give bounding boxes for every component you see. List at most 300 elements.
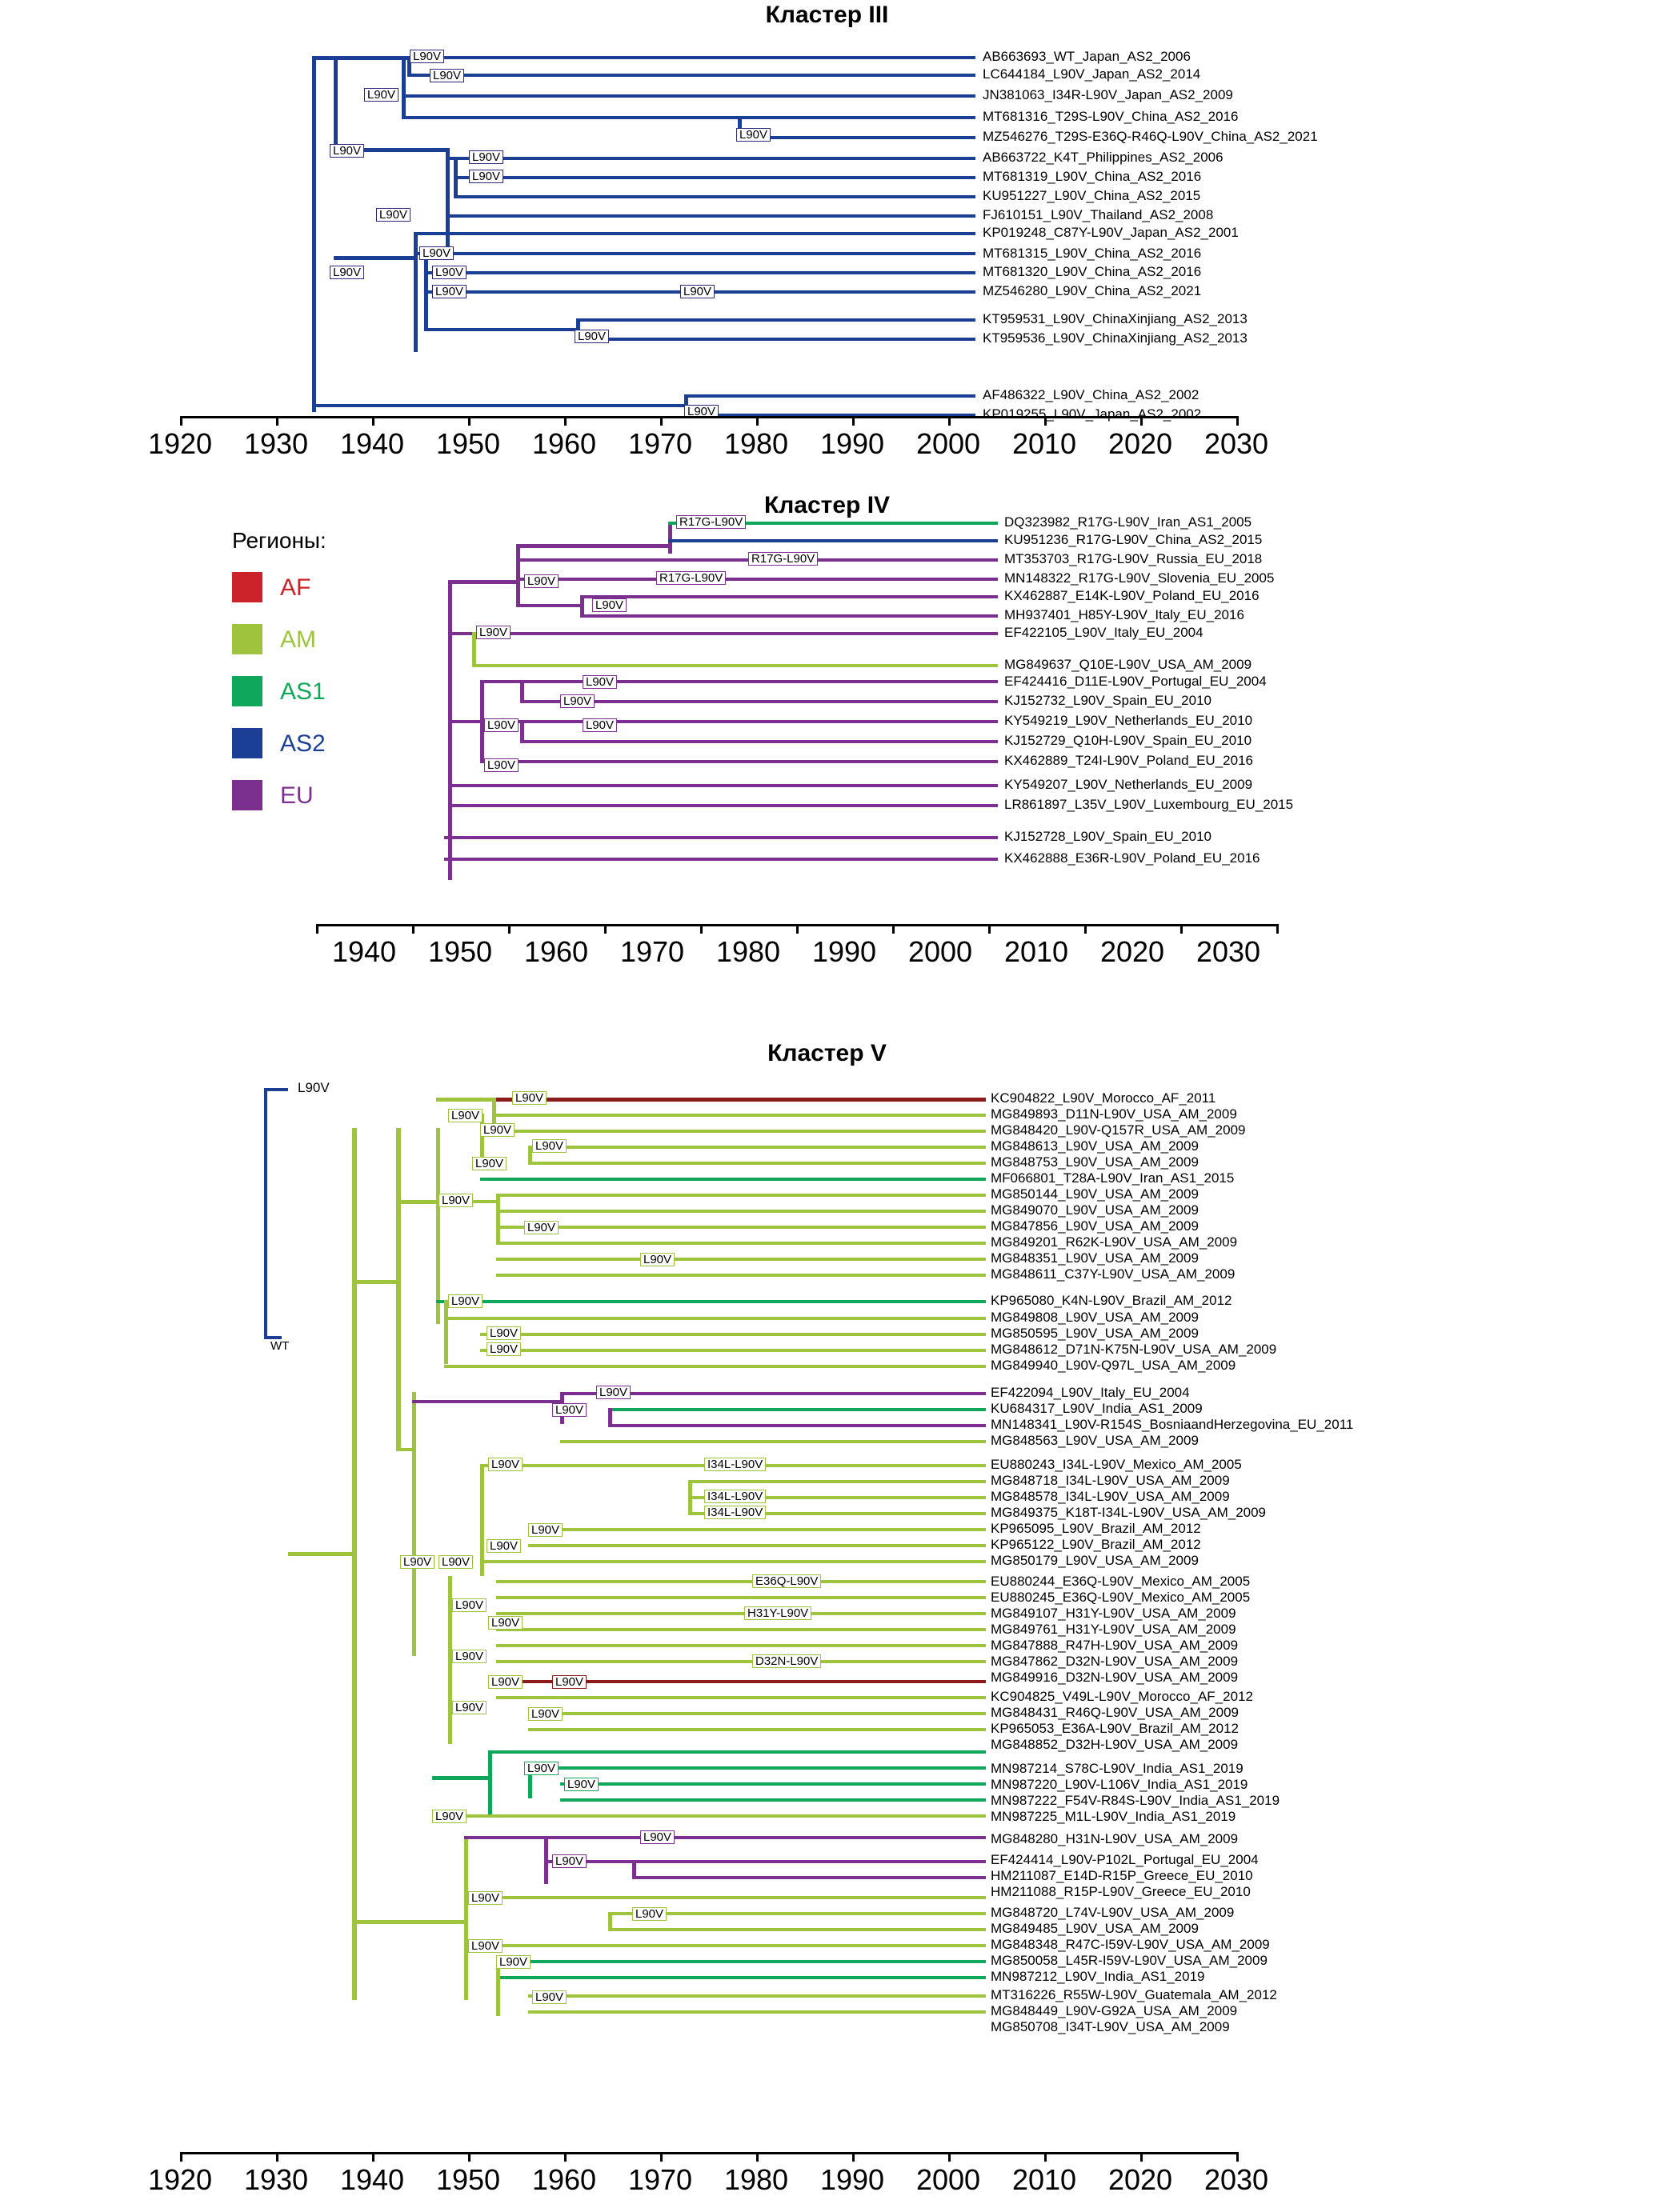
node-label: H31Y-L90V [744, 1606, 811, 1620]
tip-label: AB663722_K4T_Philippines_AS2_2006 [983, 150, 1223, 165]
branch [444, 1300, 448, 1364]
branch [488, 1750, 492, 1814]
branch [424, 252, 975, 255]
branch [492, 1114, 986, 1117]
tree-cluster-5 [0, 1080, 1654, 2112]
node-label: L90V [532, 1139, 567, 1153]
tip-label: MG848431_R46Q-L90V_USA_AM_2009 [991, 1705, 1239, 1720]
branch [334, 56, 402, 60]
branch [472, 632, 998, 635]
tip-label: MG849940_L90V-Q97L_USA_AM_2009 [991, 1358, 1236, 1373]
tip-label: EF424416_D11E-L90V_Portugal_EU_2004 [1004, 674, 1267, 689]
branch [684, 394, 975, 398]
tip-label: EF422094_L90V_Italy_EU_2004 [991, 1385, 1190, 1400]
branch [738, 116, 975, 119]
axis-tick [372, 416, 374, 426]
branch [448, 580, 452, 672]
branch [352, 1280, 396, 1284]
tip-label: MG849761_H31Y-L90V_USA_AM_2009 [991, 1622, 1236, 1637]
node-label: L90V [484, 718, 519, 732]
branch [424, 271, 975, 274]
branch [446, 214, 975, 218]
branch [608, 1912, 612, 1928]
branch [480, 680, 520, 683]
axis-tick-label: 1980 [715, 935, 781, 968]
tip-label: MG848852_D32H-L90V_USA_AM_2009 [991, 1737, 1239, 1752]
node-label-wt: WT [270, 1339, 290, 1353]
axis-tick-label: 1950 [427, 935, 493, 968]
axis-tick-label: 1980 [723, 2163, 789, 2196]
branch [446, 148, 450, 256]
branch [528, 1766, 986, 1770]
branch [492, 1098, 986, 1102]
tip-label: MN987220_L90V-L106V_India_AS1_2019 [991, 1777, 1248, 1792]
branch [448, 720, 480, 723]
axis-tick [660, 416, 663, 426]
tip-label: HM211088_R15P-L90V_Greece_EU_2010 [991, 1884, 1251, 1899]
tree-cluster-4 [0, 514, 1654, 866]
branch [312, 56, 316, 412]
axis-tick [564, 416, 567, 426]
branch [496, 1580, 986, 1583]
axis-tick [1140, 416, 1143, 426]
tip-label: MG849893_D11N-L90V_USA_AM_2009 [991, 1106, 1237, 1122]
node-label: L90V [583, 718, 617, 732]
branch [576, 318, 975, 322]
axis-tick-label: 1970 [627, 427, 693, 460]
branch [444, 858, 998, 861]
branch [480, 760, 998, 763]
branch [560, 1782, 986, 1786]
tip-label: MG850595_L90V_USA_AM_2009 [991, 1326, 1199, 1341]
branch [560, 1798, 986, 1802]
tip-label: KP965122_L90V_Brazil_AM_2012 [991, 1537, 1201, 1552]
tip-label: MG849637_Q10E-L90V_USA_AM_2009 [1004, 657, 1252, 672]
tip-label: KP965095_L90V_Brazil_AM_2012 [991, 1521, 1201, 1536]
tip-label: KT959531_L90V_ChinaXinjiang_AS2_2013 [983, 311, 1248, 326]
tip-label: EU880245_E36Q-L90V_Mexico_AM_2005 [991, 1590, 1251, 1605]
tip-label: MG848563_L90V_USA_AM_2009 [991, 1433, 1199, 1448]
node-label: L90V [528, 1707, 563, 1721]
axis-tick [1236, 2152, 1239, 2162]
node-label: L90V [560, 694, 595, 708]
tip-label: MG849808_L90V_USA_AM_2009 [991, 1310, 1199, 1325]
branch [580, 595, 998, 598]
tip-label: MG848718_I34L-L90V_USA_AM_2009 [991, 1473, 1230, 1488]
node-label: L90V [432, 266, 467, 279]
node-label: L90V [524, 1762, 559, 1775]
axis-tick [1044, 416, 1047, 426]
tip-label: KX462887_E14K-L90V_Poland_EU_2016 [1004, 588, 1260, 603]
branch [576, 338, 975, 341]
tip-label: MG848753_L90V_USA_AM_2009 [991, 1154, 1199, 1170]
axis-tick [852, 416, 855, 426]
tip-label: MG847862_D32N-L90V_USA_AM_2009 [991, 1654, 1239, 1669]
axis-tick-label: 1990 [811, 935, 877, 968]
branch [688, 1480, 692, 1512]
branch [520, 740, 998, 743]
node-label: L90V [452, 1701, 487, 1714]
tip-label: KU684317_L90V_India_AS1_2009 [991, 1401, 1203, 1416]
node-label: L90V [640, 1253, 675, 1266]
branch [552, 1680, 986, 1683]
axis-tick [756, 2152, 759, 2162]
node-label: L90V [564, 1778, 599, 1791]
axis-tick-label: 1920 [147, 427, 213, 460]
branch [496, 1960, 986, 1963]
branch [436, 1300, 986, 1303]
axis-tick [1084, 924, 1087, 934]
tip-label: EF422105_L90V_Italy_EU_2004 [1004, 625, 1203, 640]
axis-tick-label: 1980 [723, 427, 789, 460]
branch [444, 836, 998, 839]
branch [407, 74, 975, 77]
axis-tick [468, 2152, 471, 2162]
node-label: I34L-L90V [704, 1458, 766, 1471]
node-label: L90V [469, 150, 503, 164]
tip-label: MG847856_L90V_USA_AM_2009 [991, 1218, 1199, 1234]
tip-label: AF486322_L90V_China_AS2_2002 [983, 387, 1199, 402]
node-label: E36Q-L90V [752, 1574, 821, 1588]
branch [516, 604, 580, 607]
branch [454, 176, 975, 179]
axis-tick-label: 1990 [819, 2163, 885, 2196]
node-label: L90V [452, 1598, 487, 1612]
axis-tick-label: 2020 [1107, 427, 1173, 460]
branch [528, 2010, 986, 2014]
branch [528, 1728, 986, 1731]
node-label: L90V [488, 1616, 523, 1630]
tip-label: MN987214_S78C-L90V_India_AS1_2019 [991, 1761, 1244, 1776]
node-label: L90V [452, 1650, 487, 1663]
axis-tick-label: 1950 [435, 2163, 501, 2196]
branch [496, 1596, 986, 1599]
branch [448, 804, 998, 807]
axis-tick-label: 2030 [1195, 935, 1261, 968]
axis-tick-label: 1990 [819, 427, 885, 460]
node-label: L90V [448, 1109, 483, 1122]
tip-label: MF066801_T28A-L90V_Iran_AS1_2015 [991, 1170, 1235, 1186]
tip-label: KJ152728_L90V_Spain_EU_2010 [1004, 829, 1212, 844]
branch [632, 1876, 986, 1879]
node-label: L90V [469, 170, 503, 183]
branch [608, 1408, 986, 1411]
node-label: L90V [432, 1810, 467, 1823]
branch [632, 1860, 986, 1863]
node-label: I34L-L90V [704, 1490, 766, 1503]
branch [632, 1860, 636, 1876]
branch [464, 1836, 544, 1839]
legend-label-af: AF [280, 574, 311, 601]
node-label: L90V [419, 246, 454, 260]
tip-label: MH937401_H85Y-L90V_Italy_EU_2016 [1004, 607, 1244, 622]
node-label: L90V [487, 1342, 521, 1356]
branch [448, 672, 452, 880]
node-label: R17G-L90V [656, 571, 726, 585]
node-label: L90V [400, 1555, 435, 1569]
branch [288, 1552, 352, 1556]
node-label: L90V [552, 1403, 587, 1417]
axis-tick [316, 924, 318, 934]
branch [334, 56, 338, 148]
tip-label: MN148341_L90V-R154S_BosniaandHerzegovina_EU_2011 [991, 1417, 1354, 1432]
tip-label: MN148322_R17G-L90V_Slovenia_EU_2005 [1004, 570, 1275, 586]
axis-tick [604, 924, 607, 934]
tip-label: MG849107_H31Y-L90V_USA_AM_2009 [991, 1606, 1236, 1621]
axis-tick-label: 1940 [331, 935, 397, 968]
axis-line [180, 2152, 1236, 2154]
axis-tick-label: 1960 [531, 427, 597, 460]
tip-label: LC644184_L90V_Japan_AS2_2014 [983, 66, 1201, 82]
tip-label: MT681320_L90V_China_AS2_2016 [983, 264, 1202, 279]
branch [424, 328, 576, 331]
node-label: L90V [487, 1326, 521, 1340]
tip-label: KC904825_V49L-L90V_Morocco_AF_2012 [991, 1689, 1253, 1704]
axis-tick [508, 924, 511, 934]
node-label: L90V [528, 1523, 563, 1537]
branch [264, 1088, 267, 1336]
branch [454, 157, 975, 160]
axis-tick-label: 2030 [1203, 427, 1269, 460]
axis-tick-label: 1970 [627, 2163, 693, 2196]
node-label: L90V [552, 1675, 587, 1689]
axis-tick-label: 1940 [339, 427, 405, 460]
axis-tick [1140, 2152, 1143, 2162]
branch [496, 1696, 986, 1699]
panel-cluster-5 [0, 1032, 1654, 2212]
axis-tick-label: 1930 [243, 427, 309, 460]
tip-label: MG848280_H31N-L90V_USA_AM_2009 [991, 1831, 1239, 1846]
branch [480, 1178, 986, 1181]
branch [668, 522, 672, 554]
axis-tick-label: 2030 [1203, 2163, 1269, 2196]
branch [488, 1750, 986, 1754]
branch [496, 1612, 986, 1615]
node-label: L90V [496, 1955, 531, 1969]
branch [312, 56, 334, 60]
tip-label: MG849375_K18T-I34L-L90V_USA_AM_2009 [991, 1505, 1267, 1520]
tip-label: MG848449_L90V-G92A_USA_AM_2009 [991, 2003, 1238, 2018]
branch [334, 256, 414, 260]
axis-tick-label: 2000 [915, 2163, 981, 2196]
tip-label: EF424414_L90V-P102L_Portugal_EU_2004 [991, 1852, 1259, 1867]
branch [396, 1200, 436, 1204]
tip-label: MG850708_I34T-L90V_USA_AM_2009 [991, 2019, 1230, 2034]
node-label: L90V [432, 285, 467, 298]
axis-tick [948, 416, 951, 426]
branch [496, 1976, 986, 1979]
branch [480, 1349, 986, 1352]
tip-label: MN987222_F54V-R84S-L90V_India_AS1_2019 [991, 1793, 1280, 1808]
axis-cluster-3 [0, 416, 1654, 464]
axis-tick [1276, 924, 1279, 934]
axis-tick [180, 2152, 182, 2162]
axis-tick-label: 2000 [915, 427, 981, 460]
branch [312, 404, 684, 407]
tip-label: KY549207_L90V_Netherlands_EU_2009 [1004, 777, 1253, 792]
branch [668, 539, 998, 542]
branch [496, 1210, 986, 1213]
axis-tick [564, 2152, 567, 2162]
tip-label: MZ546276_T29S-E36Q-R46Q-L90V_China_AS2_2021 [983, 129, 1318, 144]
tip-label: KX462888_E36R-L90V_Poland_EU_2016 [1004, 850, 1260, 866]
panel-title-cluster-3: Кластер III [765, 2, 889, 28]
tip-label: MG849485_L90V_USA_AM_2009 [991, 1921, 1199, 1936]
axis-tick [372, 2152, 374, 2162]
node-label: L90V [632, 1907, 667, 1921]
branch [454, 195, 975, 198]
axis-tick-label: 2010 [1011, 427, 1077, 460]
tip-label: HM211087_E14D-R15P_Greece_EU_2010 [991, 1868, 1253, 1883]
branch [738, 136, 975, 139]
branch [688, 1480, 986, 1483]
axis-tick-label: 1940 [339, 2163, 405, 2196]
branch [464, 1836, 468, 2000]
branch [480, 1130, 986, 1133]
tip-label: KU951227_L90V_China_AS2_2015 [983, 188, 1201, 203]
node-label: R17G-L90V [748, 552, 818, 566]
tip-label: FJ610151_L90V_Thailand_AS2_2008 [983, 207, 1214, 222]
node-label: L90V [684, 405, 719, 418]
tip-label: AB663693_WT_Japan_AS2_2006 [983, 49, 1191, 64]
branch [436, 1128, 440, 1324]
branch [528, 1712, 986, 1715]
node-label: L90V [448, 1294, 483, 1308]
axis-tick [700, 924, 703, 934]
branch [480, 1333, 986, 1336]
axis-tick-label: 1960 [531, 2163, 597, 2196]
tip-label: KJ152729_Q10H-L90V_Spain_EU_2010 [1004, 733, 1252, 748]
branch [608, 1408, 612, 1424]
axis-tick [180, 416, 182, 426]
axis-tick [660, 2152, 663, 2162]
branch [402, 116, 738, 119]
axis-tick [412, 924, 415, 934]
axis-tick [988, 924, 991, 934]
tip-label: MG848351_L90V_USA_AM_2009 [991, 1250, 1199, 1266]
tip-label: KP965080_K4N-L90V_Brazil_AM_2012 [991, 1293, 1232, 1308]
axis-tick-label: 2000 [907, 935, 973, 968]
tip-label: MG848420_L90V-Q157R_USA_AM_2009 [991, 1122, 1246, 1138]
branch [608, 1928, 986, 1931]
tip-label: MT353703_R17G-L90V_Russia_EU_2018 [1004, 551, 1263, 566]
tree-cluster-3 [0, 40, 1654, 422]
node-label: L90V [364, 88, 398, 102]
branch [432, 1814, 986, 1818]
branch [352, 1128, 357, 2000]
node-label: L90V [552, 1854, 587, 1868]
branch [528, 1544, 986, 1547]
node-label: L90V [575, 330, 609, 343]
tip-label: KC904822_L90V_Morocco_AF_2011 [991, 1090, 1216, 1106]
tip-label: LR861897_L35V_L90V_Luxembourg_EU_2015 [1004, 797, 1294, 812]
axis-tick-label: 1920 [147, 2163, 213, 2196]
node-label: I34L-L90V [704, 1506, 766, 1519]
branch [480, 1464, 484, 1576]
tip-label: MG847888_R47H-L90V_USA_AM_2009 [991, 1638, 1239, 1653]
axis-tick-label: 1950 [435, 427, 501, 460]
tip-label: KU951236_R17G-L90V_China_AS2_2015 [1004, 532, 1263, 547]
legend-label-as1: AS1 [280, 678, 326, 705]
axis-tick-label: 2020 [1107, 2163, 1173, 2196]
branch [496, 1194, 986, 1197]
node-label: L90V [487, 1539, 521, 1553]
axis-tick [276, 2152, 278, 2162]
branch [580, 614, 998, 618]
branch [448, 784, 998, 787]
branch [407, 56, 975, 59]
node-label: L90V [476, 626, 511, 639]
tip-label: DQ323982_R17G-L90V_Iran_AS1_2005 [1004, 514, 1252, 530]
axis-tick [1180, 924, 1183, 934]
node-label: L90V [488, 1458, 523, 1471]
branch [464, 1944, 986, 1947]
legend-label-eu: EU [280, 782, 314, 809]
panel-cluster-4 [0, 480, 1654, 1040]
axis-tick-label: 1970 [619, 935, 685, 968]
axis-tick [276, 416, 278, 426]
tip-label: KJ152732_L90V_Spain_EU_2010 [1004, 693, 1212, 708]
node-label: L90V [488, 1675, 523, 1689]
axis-tick [796, 924, 799, 934]
axis-cluster-5 [0, 2152, 1654, 2200]
tip-label: MG850144_L90V_USA_AM_2009 [991, 1186, 1199, 1202]
branch [528, 1162, 986, 1165]
axis-tick-label: 1930 [243, 2163, 309, 2196]
node-label: L90V [592, 598, 627, 612]
node-label: L90V [512, 1091, 547, 1105]
branch [496, 1628, 986, 1631]
axis-tick-label: 2020 [1099, 935, 1165, 968]
node-label: L90V [472, 1157, 507, 1170]
branch [496, 1242, 986, 1245]
branch [560, 1440, 986, 1443]
axis-line [180, 416, 1236, 418]
tip-label: JN381063_I34R-L90V_Japan_AS2_2009 [983, 87, 1233, 102]
branch [608, 1424, 986, 1427]
branch [496, 1274, 986, 1277]
legend-title: Регионы: [232, 528, 326, 553]
node-label: L90V [524, 574, 559, 588]
node-label: L90V [484, 758, 519, 772]
node-label: L90V [583, 675, 617, 689]
node-label: L90V [596, 1386, 631, 1399]
legend-label-am: AM [280, 626, 316, 653]
tip-label: MZ546280_L90V_China_AS2_2021 [983, 283, 1202, 298]
branch [352, 1920, 464, 1924]
node-label: L90V [430, 69, 464, 82]
tip-label: KP019255_L90V_Japan_AS2_2002 [983, 406, 1202, 422]
branch [516, 578, 998, 581]
branch [528, 1146, 986, 1149]
panel-title-cluster-4: Кластер IV [763, 492, 891, 518]
tip-label: MG849201_R62K-L90V_USA_AM_2009 [991, 1234, 1238, 1250]
branch [480, 1560, 986, 1563]
tip-label: MG848612_D71N-K75N-L90V_USA_AM_2009 [991, 1342, 1277, 1357]
axis-tick [852, 2152, 855, 2162]
node-label: L90V [439, 1555, 473, 1569]
branch [264, 1088, 288, 1091]
branch [516, 544, 668, 548]
axis-tick [1236, 416, 1239, 426]
axis-tick-label: 2010 [1003, 935, 1069, 968]
branch [544, 1836, 986, 1839]
branch [402, 56, 406, 116]
branch [496, 1644, 986, 1647]
node-label: L90V [410, 50, 444, 63]
branch [464, 1896, 986, 1899]
axis-tick-label: 1960 [523, 935, 589, 968]
